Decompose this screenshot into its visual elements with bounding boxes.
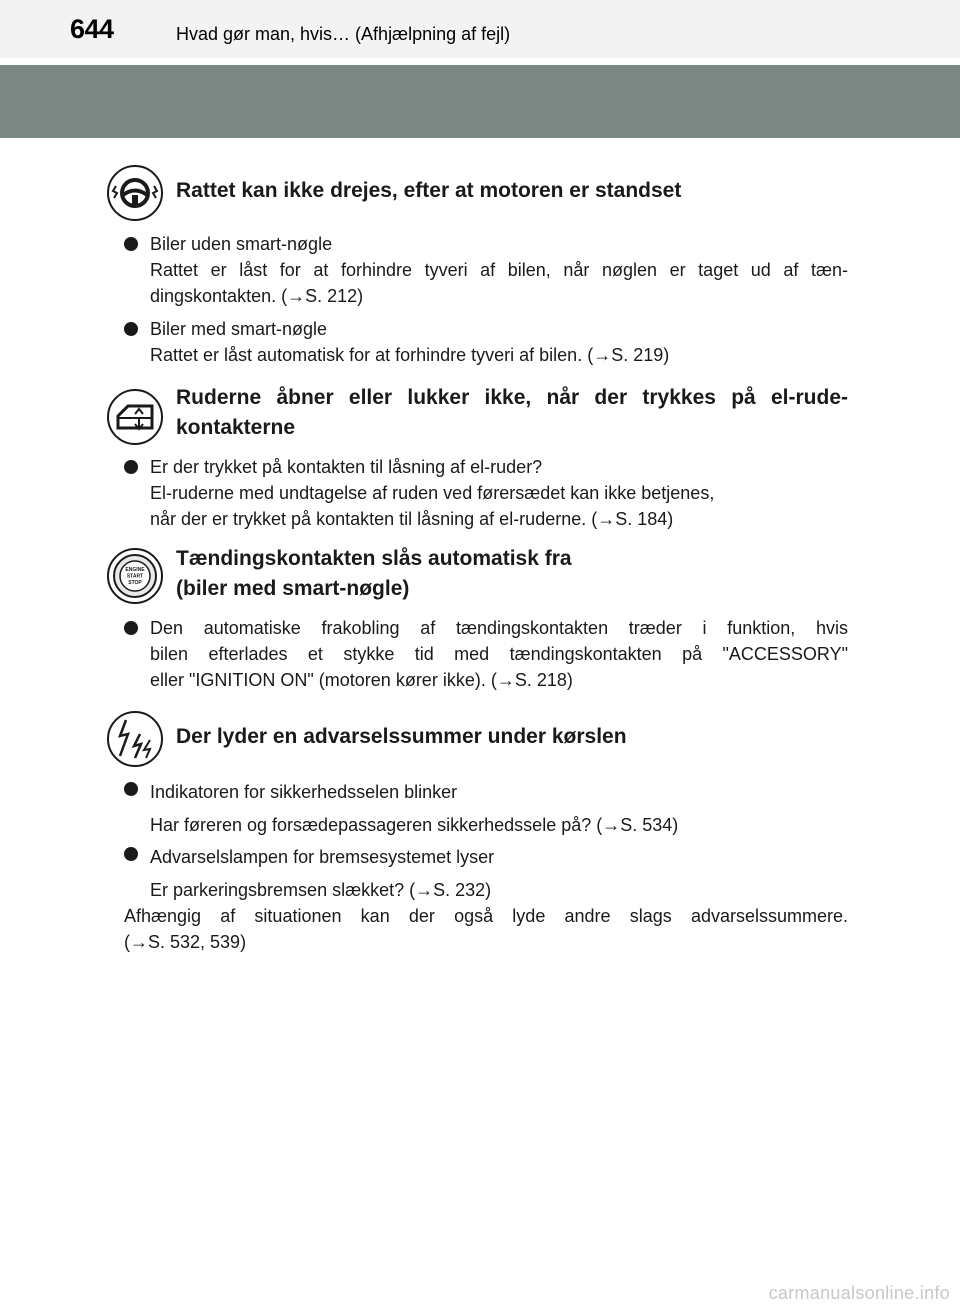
power-window-icon <box>106 388 164 446</box>
bullet-item: Indikatoren for sikkerhedsselen blinker Har føreren og forsædepassageren sikkerhedssele på? (→S. 534) <box>124 776 848 842</box>
engine-start-stop-icon <box>106 547 164 605</box>
icon-label-stop: STOP <box>128 580 142 586</box>
icon-label-engine: ENGINE <box>125 567 145 573</box>
bullet-dot <box>124 322 138 336</box>
footnote-paragraph: Afhængig af situationen kan der også lyde andre slags advarselssummere. (→S. 532, 539) <box>124 906 848 952</box>
chapter-title: Hvad gør man, hvis… (Afhjælpning af fejl) <box>176 24 511 44</box>
bullet-dot <box>124 782 138 796</box>
bullet-dot <box>124 460 138 474</box>
bullet-dot <box>124 621 138 635</box>
header-band <box>0 65 960 138</box>
bullet-item: Advarselslampen for bremsesystemet lyser Er parkeringsbremsen slækket? (→S. 232) <box>124 841 848 907</box>
bullet-dot <box>124 847 138 861</box>
bullet-item: Biler uden smart-nøgle Rattet er låst for at forhindre tyveri af bilen, når nøglen er taget ud af tæn- dingskontakten. (→S. 212) <box>124 231 848 309</box>
bullet-item: Er der trykket på kontakten til låsning af el-ruder? El-ruderne med undtagelse af ruden ved førersædet kan ikke betjenes, når der er trykket på kontakten til låsning af el-ruderne. (→S. 184) <box>124 454 848 532</box>
bullet-dot <box>124 237 138 251</box>
page-header <box>0 0 960 58</box>
bullet-item: Biler med smart-nøgle Rattet er låst automatisk for at forhindre tyveri af bilen. (→S. 219) <box>124 316 848 368</box>
section-title: Tændingskontakten slås automatisk fra (biler med smart-nøgle) <box>176 547 572 600</box>
warning-buzzer-icon <box>106 710 164 768</box>
page-number: 644 <box>70 14 114 44</box>
steering-lock-icon <box>106 164 164 222</box>
section-title: Der lyder en advarselssummer under kørslen <box>176 725 627 748</box>
bullet-item: Den automatiske frakobling af tændingskontakten træder i funktion, hvis bilen efterlades et stykke tid med tændingskontakten på "ACCESSORY" eller "IGNITION ON" (motoren kører ikke). (→S. 218) <box>124 615 848 693</box>
section-title: Rattet kan ikke drejes, efter at motoren er standset <box>176 179 682 202</box>
icon-label-start: START <box>126 573 144 580</box>
section-title: Ruderne åbner eller lukker ikke, når der trykkes på el-rude- kontakterne <box>176 386 848 439</box>
watermark: carmanualsonline.info <box>768 1283 950 1303</box>
